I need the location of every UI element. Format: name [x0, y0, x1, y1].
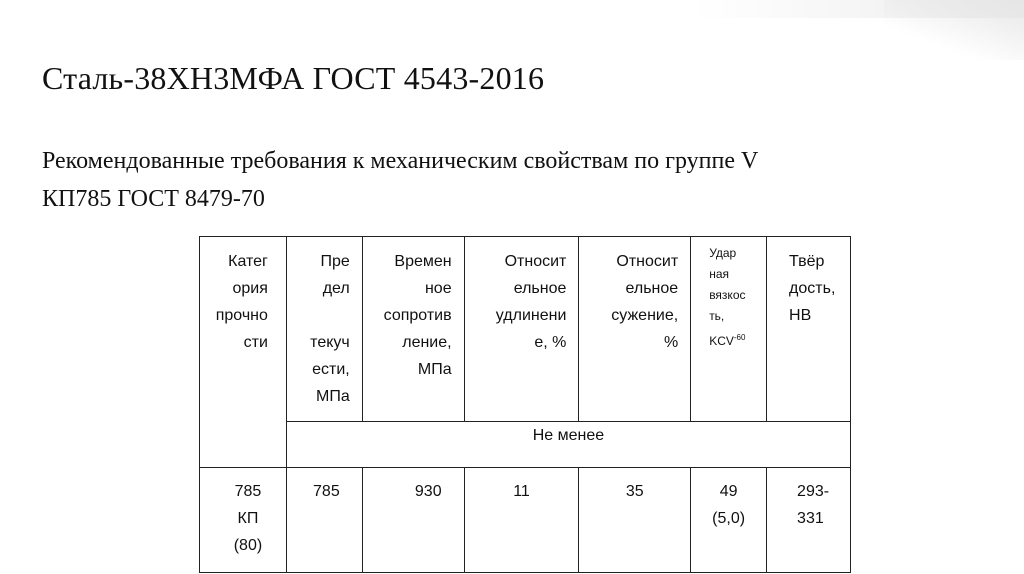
header-hardness: Твёр дость, НВ — [767, 237, 851, 422]
cell-hardness: 293- 331 — [767, 468, 851, 573]
subtitle-line-1: Рекомендованные требования к механическим свойствам по группе V — [42, 148, 759, 174]
header-category: Катег ория прочно сти — [200, 237, 287, 468]
header-impact-toughness: Удар ная вязкос ть, $KCV^{-60}$ — [691, 237, 767, 422]
cell-yield-strength: 785 — [286, 468, 362, 573]
min-values-row — [200, 422, 851, 468]
table-row — [200, 468, 851, 573]
mechanical-properties-table — [199, 236, 851, 573]
subtitle-line-2: КП785 ГОСТ 8479-70 — [42, 186, 265, 212]
header-yield-strength: Пре дел текуч ести, МПа — [286, 237, 362, 422]
table-header-row — [200, 237, 851, 422]
cell-reduction: 35 — [579, 468, 691, 573]
slide-title: Сталь-38ХН3МФА ГОСТ 4543-2016 — [42, 60, 545, 96]
cell-tensile-strength: 930 — [362, 468, 464, 573]
min-label-cell: Не менее — [286, 422, 850, 468]
header-elongation: Относит ельное удлинени е, % — [464, 237, 579, 422]
header-tensile-strength: Времен ное сопротив ление, МПа — [362, 237, 464, 422]
slide-subtitle — [42, 142, 758, 218]
cell-category: 785 КП (80) — [200, 468, 287, 573]
cell-impact-toughness: 49 (5,0) — [691, 468, 767, 573]
cell-elongation: 11 — [464, 468, 579, 573]
header-reduction: Относит ельное сужение, % — [579, 237, 691, 422]
slide-decoration-shadow — [884, 0, 1024, 60]
impact-superscript: -60 — [733, 333, 746, 342]
